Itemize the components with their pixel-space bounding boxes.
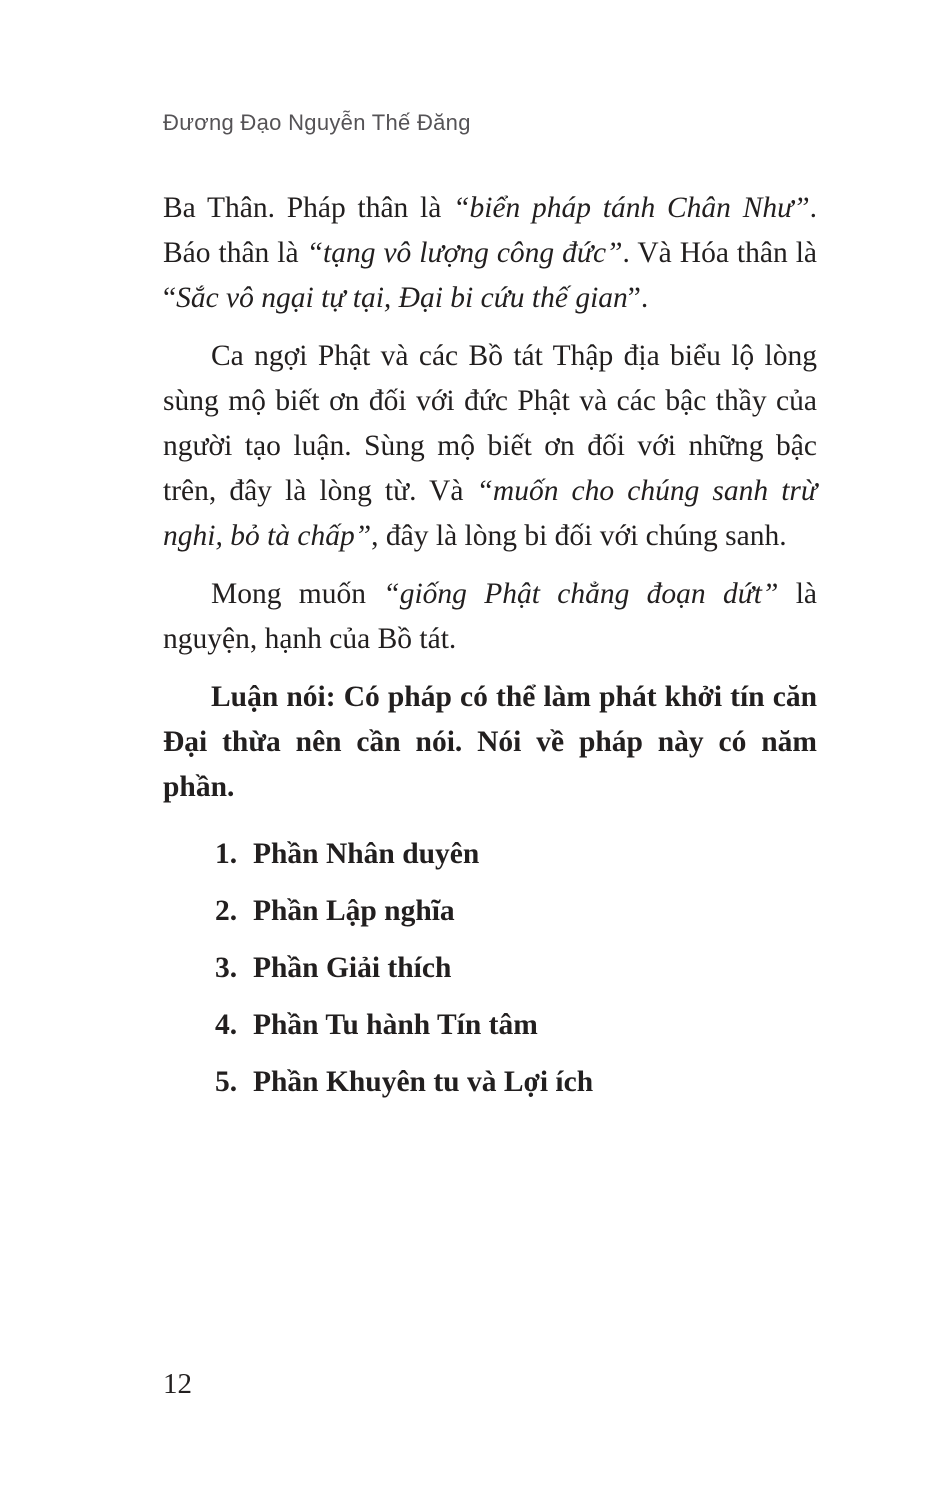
text-run: . Và Hóa thân là “ (163, 237, 817, 314)
text-run: Ba Thân. Pháp thân là (163, 192, 454, 224)
quoted-phrase: “tạng vô lượng công đức” (306, 237, 623, 269)
text-run: ”. (627, 282, 649, 314)
section-list-number: 3. (215, 952, 238, 984)
text-run: Luận nói: Có pháp có thể làm phát khởi tín căn Đại thừa nên cần nói. Nói về pháp này có năm phần. (163, 681, 817, 803)
section-list-label: Phần Giải thích (253, 952, 452, 984)
text-run: là nguyện, hạnh của Bồ tát. (163, 578, 817, 655)
section-list-label: Phần Tu hành Tín tâm (253, 1009, 538, 1041)
section-list-number: 2. (215, 895, 238, 927)
section-list-number: 5. (215, 1066, 238, 1098)
section-list (163, 832, 817, 1105)
section-list-label: Phần Nhân duyên (253, 838, 480, 870)
section-list-item (215, 1003, 817, 1048)
paragraph-praise (163, 334, 817, 559)
paragraph-wish (163, 572, 817, 662)
section-list-item (215, 946, 817, 991)
running-header-title: Đương Đạo Nguyễn Thế Đăng (163, 110, 471, 135)
text-run: Mong muốn (211, 578, 384, 610)
section-list-item (215, 889, 817, 934)
text-run: , đây là lòng bi đối với chúng sanh. (371, 520, 787, 552)
section-list-item (215, 832, 817, 877)
section-list-item (215, 1060, 817, 1105)
section-list-number: 4. (215, 1009, 238, 1041)
section-list-number: 1. (215, 838, 238, 870)
body-text (163, 186, 817, 1117)
quoted-phrase: “biển pháp tánh Chân Như” (453, 192, 810, 224)
quoted-phrase: Sắc vô ngại tự tại, Đại bi cứu thế gian (176, 282, 628, 314)
section-list-label: Phần Khuyên tu và Lợi ích (253, 1066, 594, 1098)
quoted-phrase: “muốn cho chúng sanh trừ nghi, bỏ tà chấp” (163, 475, 817, 552)
text-run: Ca ngợi Phật và các Bồ tát Thập địa biểu lộ lòng sùng mộ biết ơn đối với đức Phật và các bậc thầy của người tạo luận. Sùng mộ biết ơn đối với những bậc trên, đây là lòng từ. Và (163, 340, 817, 507)
section-list-label: Phần Lập nghĩa (253, 895, 455, 927)
text-run: . Báo thân là (163, 192, 817, 269)
page-number: 12 (163, 1368, 192, 1400)
paragraph-treatise-says (163, 675, 817, 810)
paragraph-three-bodies (163, 186, 817, 321)
quoted-phrase: “giống Phật chẳng đoạn dứt” (383, 578, 779, 610)
